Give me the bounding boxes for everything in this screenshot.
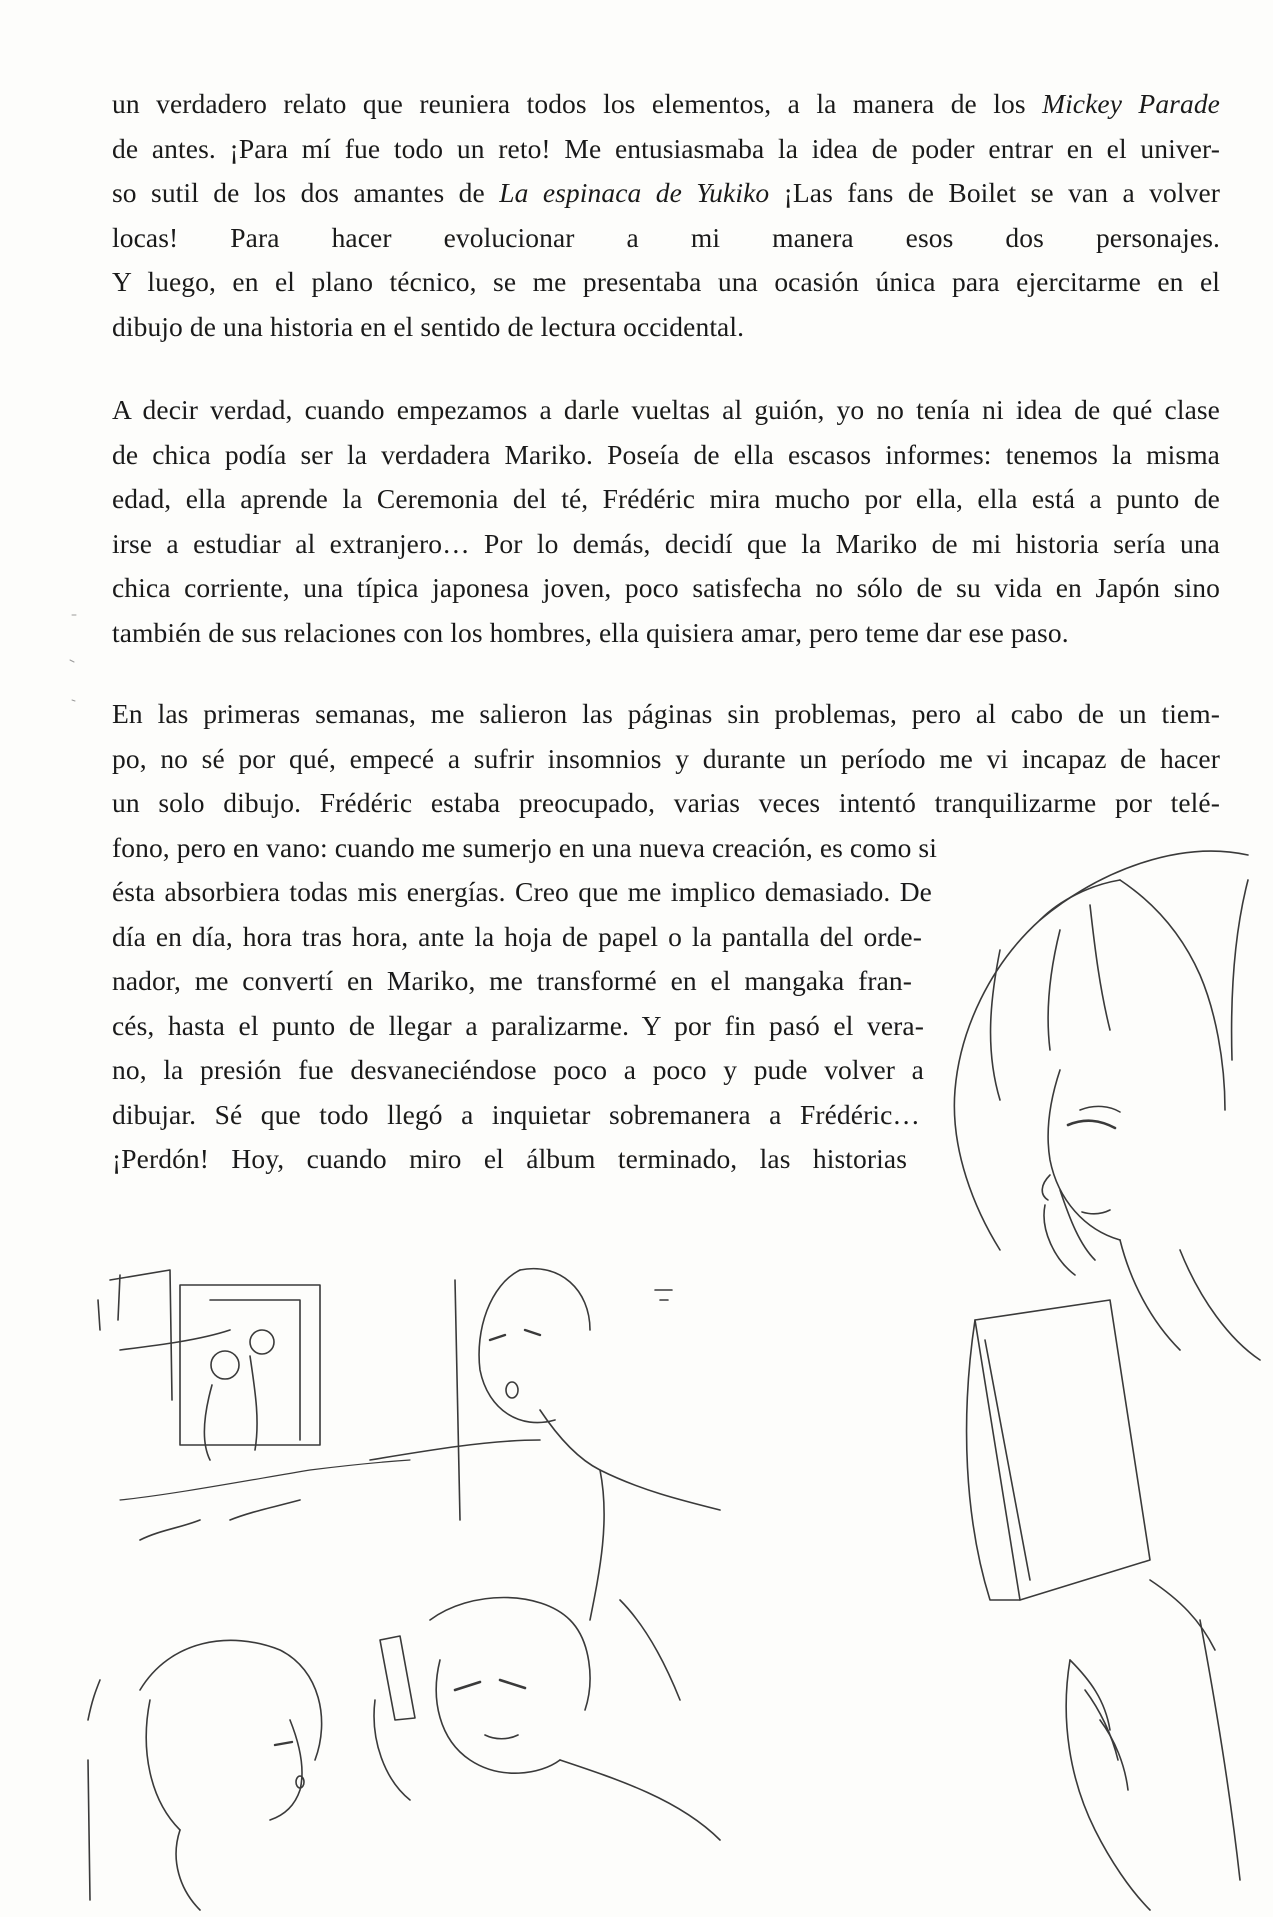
text-line: chica corriente, una típica japonesa joven, poco satisfecha no sólo de su vida en Japón sino <box>112 572 1220 603</box>
text-line: también de sus relaciones con los hombres, ella quisiera amar, pero teme dar ese paso. <box>112 616 1069 648</box>
text-line: ésta absorbiera todas mis energías. Creo que me implico demasiado. De <box>112 876 932 907</box>
panel-man-with-phone <box>374 1598 720 1841</box>
text-line: so sutil de los dos amantes de La espinaca de Yukiko ¡Las fans de Boilet se van a volver <box>112 177 1221 208</box>
text-line: día en día, hora tras hora, ante la hoja de papel o la pantalla del orde- <box>112 920 922 952</box>
text-line: A decir verdad, cuando empezamos a darle vueltas al guión, yo no tenía ni idea de qué clase <box>112 394 1220 425</box>
text-line: de antes. ¡Para mí fue todo un reto! Me entusiasmaba la idea de poder entrar en el univer- <box>112 132 1220 164</box>
reading-girl-illustration <box>954 851 1260 1910</box>
panel-window-scene <box>98 1270 410 1540</box>
text-line: ¡Perdón! Hoy, cuando miro el álbum terminado, las historias <box>112 1143 907 1174</box>
text-line: dibujar. Sé que todo llegó a inquietar sobremanera a Frédéric… <box>112 1098 920 1130</box>
panel-woman-reaching <box>370 1269 720 1620</box>
text-line: cés, hasta el punto de llegar a paralizarme. Y por fin pasó el vera- <box>112 1009 924 1041</box>
text-line: edad, ella aprende la Ceremonia del té, Frédéric mira mucho por ella, ella está a punto de <box>112 483 1220 514</box>
text-line: fono, pero en vano: cuando me sumerjo en una nueva creación, es como si <box>112 831 937 863</box>
text-line: Y luego, en el plano técnico, se me presentaba una ocasión única para ejercitarme en el <box>112 266 1220 297</box>
text-line: un verdadero relato que reuniera todos los elementos, a la manera de los Mickey Parade <box>112 88 1220 119</box>
text-line: irse a estudiar al extranjero… Por lo demás, decidí que la Mariko de mi historia sería una <box>112 527 1220 559</box>
text-line: dibujo de una historia en el sentido de lectura occidental. <box>112 310 745 342</box>
text-line: po, no sé por qué, empecé a sufrir insomnios y durante un período me vi incapaz de hacer <box>112 742 1220 774</box>
manga-panels <box>88 1269 720 1910</box>
text-line: nador, me convertí en Mariko, me transformé en el mangaka fran- <box>112 965 912 996</box>
text-line: un solo dibujo. Frédéric estaba preocupado, varias veces intentó tranquilizarme por telé- <box>112 787 1220 818</box>
margin-specks <box>70 615 76 701</box>
text-line: de chica podía ser la verdadera Mariko. Poseía de ella escasos informes: tenemos la misma <box>112 438 1220 470</box>
panel-girl-profile <box>88 1640 322 1910</box>
text-line: locas! Para hacer evolucionar a mi manera esos dos personajes. <box>112 221 1220 253</box>
text-line: no, la presión fue desvaneciéndose poco a poco y pude volver a <box>112 1054 924 1085</box>
text-line: En las primeras semanas, me salieron las páginas sin problemas, pero al cabo de un tiem- <box>112 698 1220 729</box>
